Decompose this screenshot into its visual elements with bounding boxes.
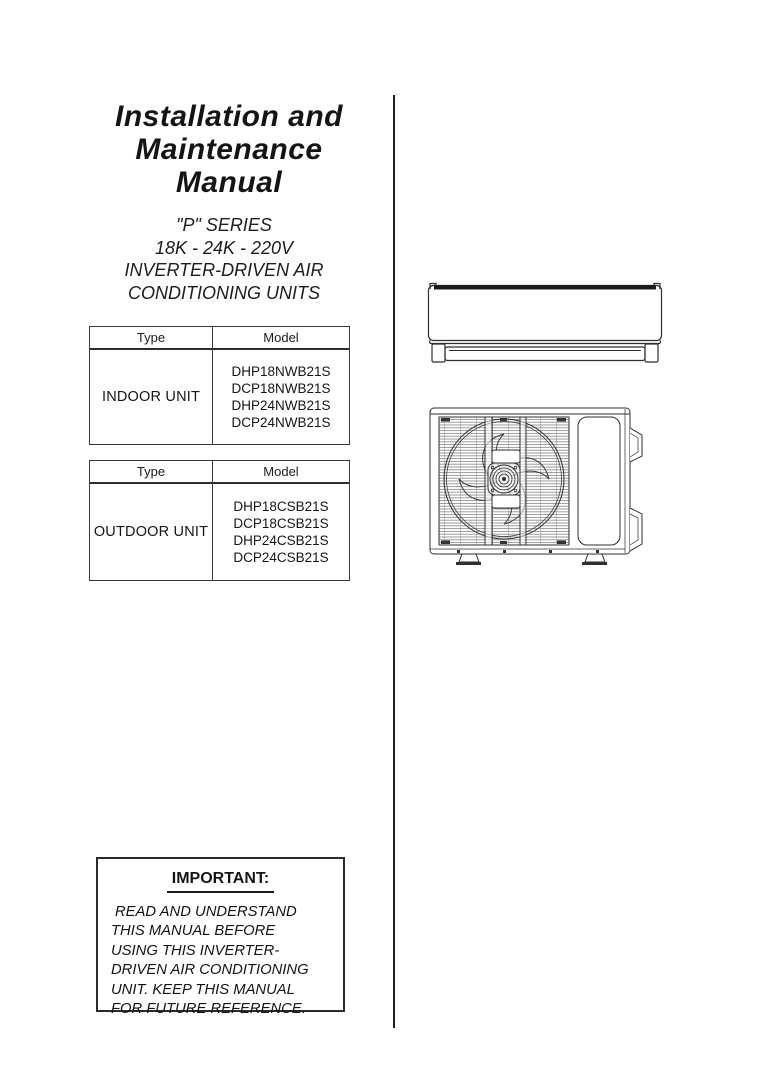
model-value: DHP18CSB21S bbox=[233, 499, 329, 514]
table-header-row bbox=[90, 461, 349, 484]
page-title bbox=[63, 100, 395, 199]
header-type: Type bbox=[90, 461, 213, 482]
outdoor-unit-drawing bbox=[428, 404, 650, 566]
model-value: DCP18NWB21S bbox=[231, 381, 331, 396]
model-value: DHP18NWB21S bbox=[231, 364, 331, 379]
model-cell bbox=[213, 484, 349, 580]
important-line: DRIVEN AIR CONDITIONING bbox=[111, 962, 309, 979]
subtitle-line-1: "P" SERIES bbox=[176, 215, 272, 235]
header-type: Type bbox=[90, 327, 213, 348]
title-line-1: Installation and bbox=[114, 100, 344, 133]
title-line-3: Manual bbox=[175, 166, 283, 199]
indoor-unit-drawing bbox=[426, 282, 664, 366]
model-value: DHP24CSB21S bbox=[233, 533, 329, 548]
important-line: USING THIS INVERTER- bbox=[111, 942, 280, 959]
subtitle-line-4: CONDITIONING UNITS bbox=[128, 282, 320, 303]
subtitle-line-3: INVERTER-DRIVEN AIR bbox=[124, 260, 324, 280]
table-row bbox=[90, 350, 349, 444]
table-header-row bbox=[90, 327, 349, 350]
important-line: UNIT. KEEP THIS MANUAL bbox=[111, 981, 295, 998]
model-value: DCP24CSB21S bbox=[233, 550, 329, 565]
subtitle-line-2: 18K - 24K - 220V bbox=[154, 237, 294, 258]
important-line: READ AND UNDERSTAND bbox=[115, 904, 297, 920]
series-subtitle bbox=[58, 214, 390, 304]
title-line-2: Maintenance bbox=[135, 133, 323, 166]
model-value: DCP18CSB21S bbox=[233, 516, 329, 531]
important-line: FOR FUTURE REFERENCE. bbox=[111, 1001, 306, 1018]
table-row bbox=[90, 484, 349, 580]
outdoor-unit-table bbox=[89, 460, 350, 581]
indoor-unit-table bbox=[89, 326, 350, 445]
important-body bbox=[111, 903, 335, 1019]
important-notice-box bbox=[96, 857, 345, 1018]
type-cell: INDOOR UNIT bbox=[90, 350, 213, 444]
important-heading: IMPORTANT: bbox=[98, 870, 343, 893]
important-line: THIS MANUAL BEFORE bbox=[111, 923, 276, 940]
header-model: Model bbox=[263, 464, 299, 479]
model-value: DCP24NWB21S bbox=[231, 415, 331, 430]
type-cell: OUTDOOR UNIT bbox=[90, 484, 213, 580]
model-value: DHP24NWB21S bbox=[231, 398, 331, 413]
column-divider-line bbox=[393, 95, 395, 1028]
model-cell bbox=[213, 350, 349, 444]
header-model: Model bbox=[263, 330, 299, 345]
